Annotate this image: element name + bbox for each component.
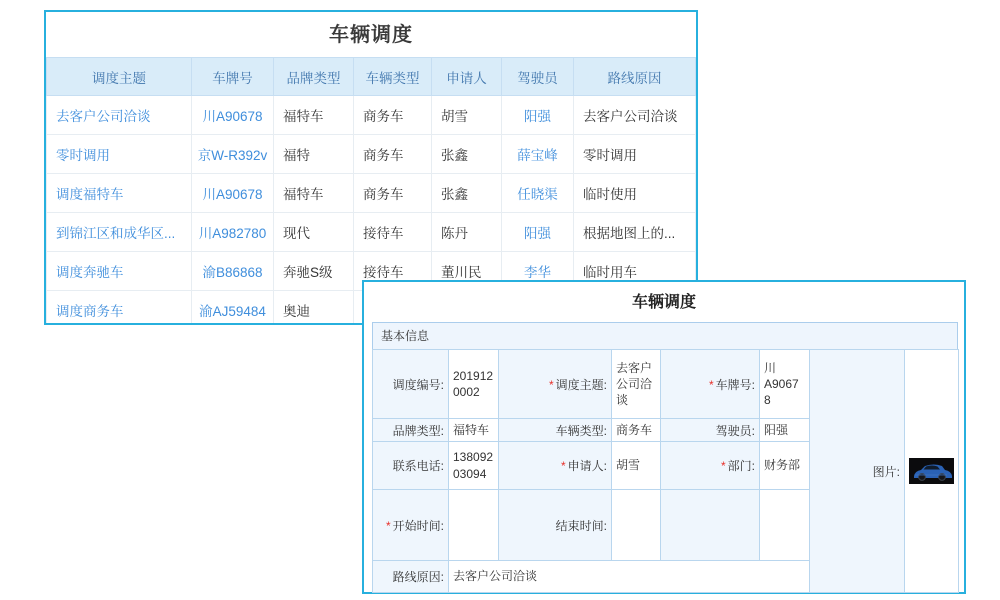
field-label-brand: 品牌类型: bbox=[373, 419, 449, 442]
required-asterisk: * bbox=[560, 459, 566, 473]
field-label-empty bbox=[661, 490, 760, 561]
field-value-topic: 去客户公司洽谈 bbox=[612, 350, 661, 419]
cell-plate-link[interactable]: 京W-R392v bbox=[192, 135, 274, 174]
field-label-dept: * 部门: bbox=[661, 442, 760, 490]
field-label-vtype: 车辆类型: bbox=[499, 419, 612, 442]
cell-topic-link[interactable]: 调度奔驰车 bbox=[47, 252, 192, 291]
table-row bbox=[47, 96, 696, 135]
cell-reason: 临时使用 bbox=[574, 174, 696, 213]
field-value-empty bbox=[760, 490, 810, 561]
cell-vtype: 商务车 bbox=[354, 96, 432, 135]
table-row bbox=[47, 213, 696, 252]
cell-vtype: 商务车 bbox=[354, 174, 432, 213]
cell-brand: 福特车 bbox=[274, 96, 354, 135]
field-label-phone: 联系电话: bbox=[373, 442, 449, 490]
cell-vtype: 商务车 bbox=[354, 135, 432, 174]
field-label-topic: * 调度主题: bbox=[499, 350, 612, 419]
field-value-applicant: 胡雪 bbox=[612, 442, 661, 490]
required-asterisk: * bbox=[708, 377, 714, 392]
dialog-title: 车辆调度 bbox=[631, 294, 696, 311]
cell-driver-link[interactable]: 阳强 bbox=[502, 96, 574, 135]
field-label-plate: * 车牌号: bbox=[661, 350, 760, 419]
cell-vtype: 接待车 bbox=[354, 252, 432, 291]
field-label-start-time: * 开始时间: bbox=[373, 490, 449, 561]
column-header-applicant: 申请人 bbox=[432, 58, 502, 96]
cell-reason: 临时用车 bbox=[574, 252, 696, 291]
field-value-plate: 川A90678 bbox=[760, 350, 810, 419]
column-header-reason: 路线原因 bbox=[574, 58, 696, 96]
table-row bbox=[47, 135, 696, 174]
section-header-basic-info: 基本信息 bbox=[372, 322, 958, 350]
cell-topic-link[interactable]: 调度商务车 bbox=[47, 291, 192, 326]
column-header-brand: 品牌类型 bbox=[274, 58, 354, 96]
cell-brand: 福特车 bbox=[274, 174, 354, 213]
column-header-topic: 调度主题 bbox=[47, 58, 192, 96]
cell-brand: 福特 bbox=[274, 135, 354, 174]
required-asterisk: * bbox=[385, 518, 391, 533]
field-value-dispatch-no: 2019120002 bbox=[449, 350, 499, 419]
cell-applicant: 张鑫 bbox=[432, 135, 502, 174]
dispatch-detail-dialog bbox=[362, 280, 966, 594]
cell-plate-link[interactable]: 川A90678 bbox=[192, 96, 274, 135]
cell-reason: 零时调用 bbox=[574, 135, 696, 174]
cell-applicant: 胡雪 bbox=[432, 96, 502, 135]
cell-vtype: 接待车 bbox=[354, 213, 432, 252]
field-label-driver: 驾驶员: bbox=[661, 419, 760, 442]
dispatch-list-window bbox=[44, 10, 698, 325]
cell-applicant: 陈丹 bbox=[432, 213, 502, 252]
table-row bbox=[47, 174, 696, 213]
cell-plate-link[interactable]: 渝AJ59484 bbox=[192, 291, 274, 326]
field-value-phone: 13809203094 bbox=[449, 442, 499, 490]
vehicle-photo-thumbnail[interactable] bbox=[909, 458, 954, 484]
list-title: 车辆调度 bbox=[329, 24, 413, 46]
detail-form-table bbox=[372, 349, 959, 593]
cell-brand: 现代 bbox=[274, 213, 354, 252]
cell-reason: 去客户公司洽谈 bbox=[574, 96, 696, 135]
field-label-applicant: * 申请人: bbox=[499, 442, 612, 490]
cell-plate-link[interactable]: 川A982780 bbox=[192, 213, 274, 252]
required-asterisk: * bbox=[720, 459, 726, 473]
field-value-brand: 福特车 bbox=[449, 419, 499, 442]
field-value-dept: 财务部 bbox=[760, 442, 810, 490]
cell-driver-link[interactable]: 李华 bbox=[502, 252, 574, 291]
field-label-dispatch-no: 调度编号: bbox=[373, 350, 449, 419]
field-value-vtype: 商务车 bbox=[612, 419, 661, 442]
field-label-image: 图片: bbox=[810, 350, 905, 593]
table-header-row bbox=[47, 58, 696, 96]
cell-brand: 奥迪 bbox=[274, 291, 354, 326]
field-value-driver: 阳强 bbox=[760, 419, 810, 442]
cell-brand: 奔驰S级 bbox=[274, 252, 354, 291]
cell-applicant: 张鑫 bbox=[432, 174, 502, 213]
field-value-start-time bbox=[449, 490, 499, 561]
cell-topic-link[interactable]: 调度福特车 bbox=[47, 174, 192, 213]
field-value-reason: 去客户公司洽谈 bbox=[449, 561, 810, 593]
cell-topic-link[interactable]: 去客户公司洽谈 bbox=[47, 96, 192, 135]
cell-applicant: 董川民 bbox=[432, 252, 502, 291]
column-header-vtype: 车辆类型 bbox=[354, 58, 432, 96]
vehicle-photo-cell bbox=[905, 350, 959, 593]
column-header-driver: 驾驶员 bbox=[502, 58, 574, 96]
cell-reason: 根据地图上的... bbox=[574, 213, 696, 252]
field-label-end-time: 结束时间: bbox=[499, 490, 612, 561]
cell-driver-link[interactable]: 任晓渠 bbox=[502, 174, 574, 213]
cell-plate-link[interactable]: 渝B86868 bbox=[192, 252, 274, 291]
cell-plate-link[interactable]: 川A90678 bbox=[192, 174, 274, 213]
cell-topic-link[interactable]: 零时调用 bbox=[47, 135, 192, 174]
cell-topic-link[interactable]: 到锦江区和成华区... bbox=[47, 213, 192, 252]
column-header-plate: 车牌号 bbox=[192, 58, 274, 96]
field-value-end-time bbox=[612, 490, 661, 561]
field-label-reason: 路线原因: bbox=[373, 561, 449, 593]
required-asterisk: * bbox=[548, 377, 554, 392]
cell-driver-link[interactable]: 阳强 bbox=[502, 213, 574, 252]
cell-driver-link[interactable]: 薛宝峰 bbox=[502, 135, 574, 174]
